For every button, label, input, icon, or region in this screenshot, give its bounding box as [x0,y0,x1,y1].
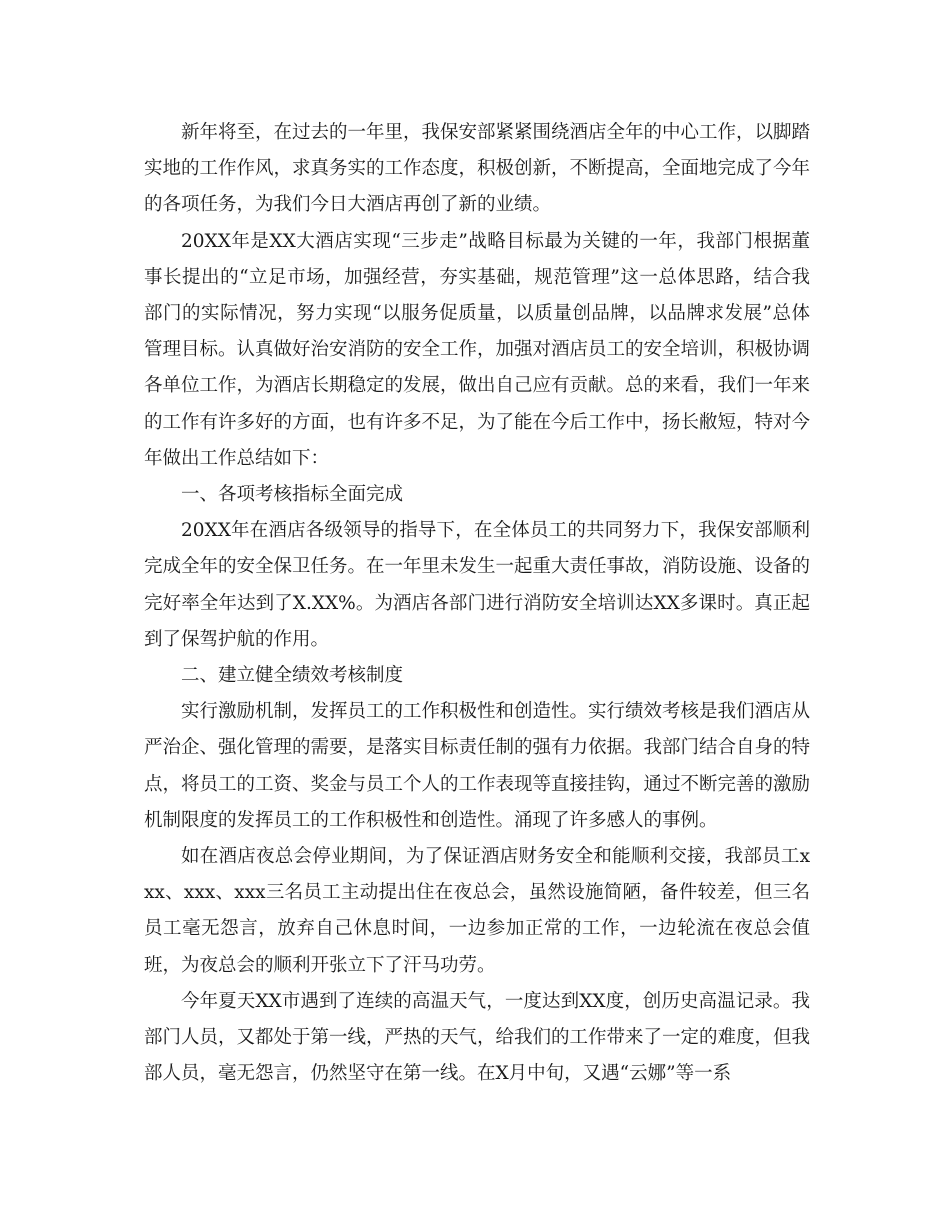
paragraph-intro: 新年将至，在过去的一年里，我保安部紧紧围绕酒店全年的中心工作，以脚踏实地的工作作风，求真务实的工作态度，积极创新，不断提高，全面地完成了今年的各项任务，为我们今日大酒店再创了新的业绩。 [144,122,811,216]
section-heading-1: 一、各项考核指标全面完成 [181,484,404,506]
paragraph-section-2: 实行激励机制，发挥员工的工作积极性和创造性。实行绩效考核是我们酒店从严治企、强化管理的需要，是落实目标责任制的强有力依据。我部门结合自身的特点，将员工的工资、奖金与员工个人的工作表现等直接挂钩，通过不断完善的激励机制限度的发挥员工的工作积极性和创造性。涌现了许多感人的事例。 [144,701,811,831]
paragraph-section-1: 20XX年在酒店各级领导的指导下，在全体员工的共同努力下，我保安部顺利完成全年的安全保卫任务。在一年里未发生一起重大责任事故，消防设施、设备的完好率全年达到了X.XX%。为酒店各部门进行消防安全培训达XX多课时。真正起到了保驾护航的作用。 [144,520,811,650]
document-body [144,115,810,1092]
paragraph-overview: 20XX年是XX大酒店实现“三步走”战略目标最为关键的一年，我部门根据董事长提出的“立足市场，加强经营，夯实基础，规范管理”这一总体思路，结合我部门的实际情况，努力实现“以服务促质量，以质量创品牌，以品牌求发展”总体管理目标。认真做好治安消防的安全工作，加强对酒店员工的安全培训，积极协调各单位工作，为酒店长期稳定的发展，做出自己应有贡献。总的来看，我们一年来的工作有许多好的方面，也有许多不足，为了能在今后工作中，扬长敝短，特对今年做出工作总结如下： [144,230,811,469]
section-heading-2: 二、建立健全绩效考核制度 [181,665,404,687]
paragraph-example-summer: 今年夏天XX市遇到了连续的高温天气，一度达到XX度，创历史高温记录。我部门人员，又都处于第一线，严热的天气，给我们的工作带来了一定的难度，但我部人员，毫无怨言，仍然坚守在第一线。在X月中旬，又遇“云娜”等一系 [144,990,811,1085]
paragraph-example-nightclub: 如在酒店夜总会停业期间，为了保证酒店财务安全和能顺利交接，我部员工xxx、xxx、xxx三名员工主动提出住在夜总会，虽然设施简陋，备件较差，但三名员工毫无怨言，放弃自己休息时间，一边参加正常的工作，一边轮流在夜总会值班，为夜总会的顺利开张立下了汗马功劳。 [144,846,810,976]
